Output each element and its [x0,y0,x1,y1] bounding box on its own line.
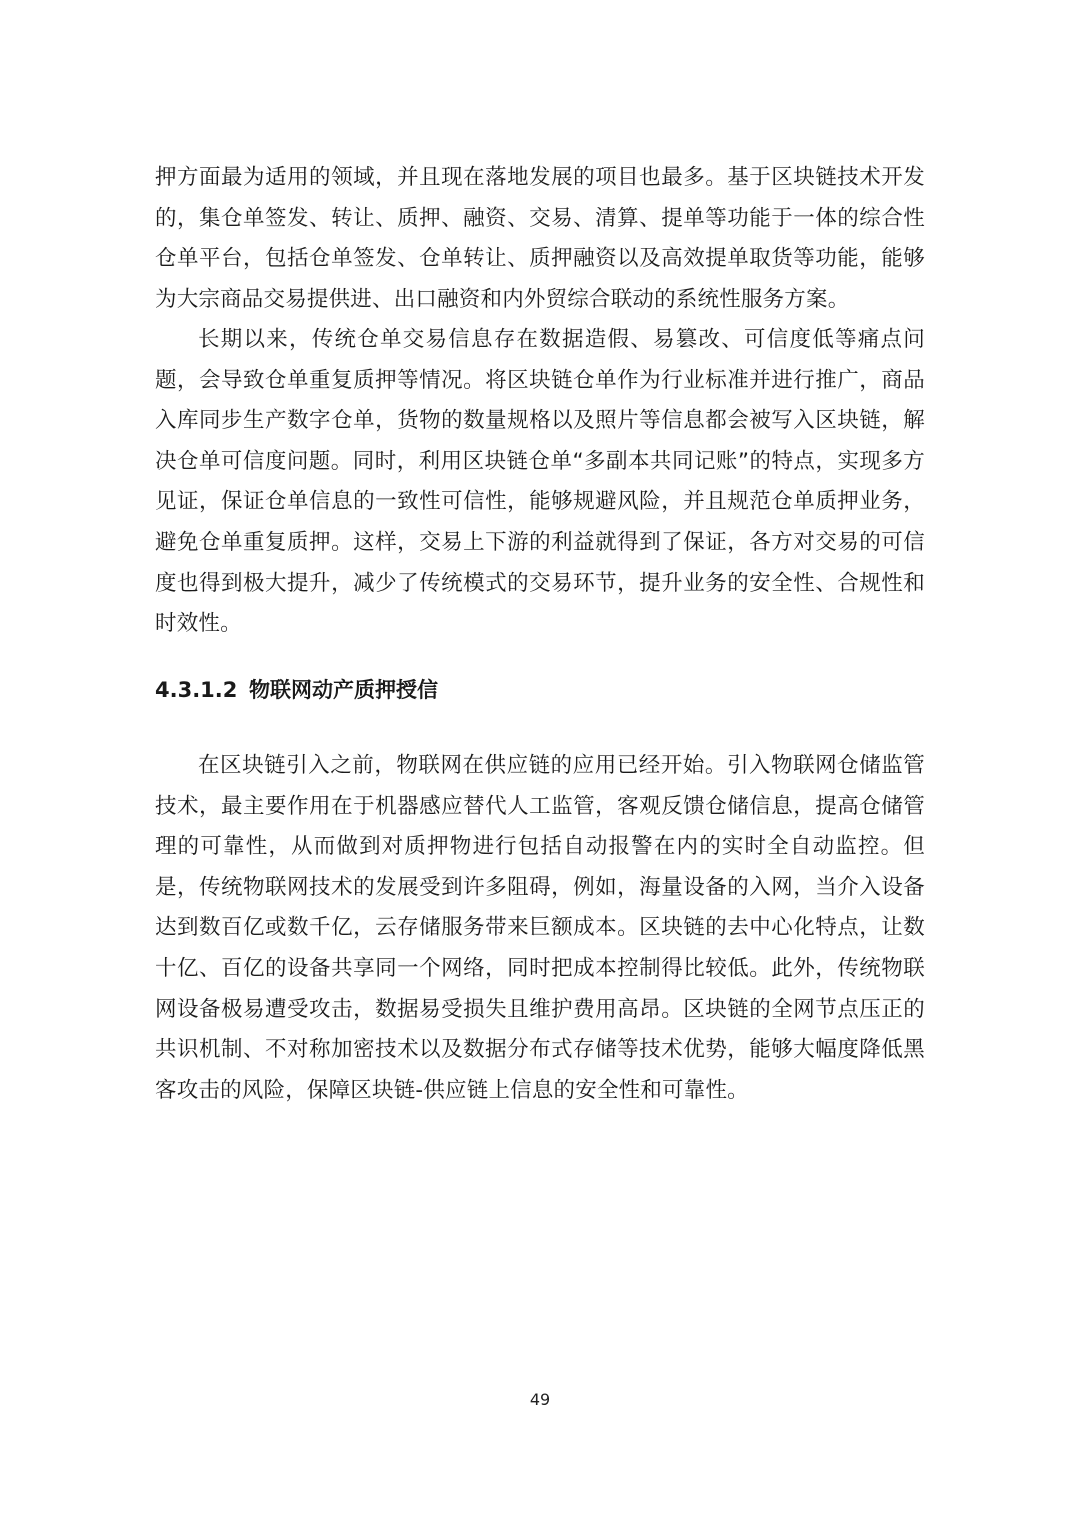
page-number: 49 [529,1390,551,1409]
section-heading [155,672,438,708]
paragraph-receipt-trust-issues: 长期以来，传统仓单交易信息存在数据造假、易篡改、可信度低等痛点问题，会导致仓单重复质押等情况。将区块链仓单作为行业标准并进行推广，商品入库同步生产数字仓单，货物的数量规格以及照片等信息都会被写入区块链，解决仓单可信度问题。同时，利用区块链仓单“多副本共同记账”的特点，实现多方见证，保证仓单信息的一致性可信性，能够规避风险，并且规范仓单质押业务，避免仓单重复质押。这样，交易上下游的利益就得到了保证，各方对交易的可信度也得到极大提升，减少了传统模式的交易环节，提升业务的安全性、合规性和时效性。 [155,327,925,637]
paragraph-warehouse-receipt-platform: 押方面最为适用的领域，并且现在落地发展的项目也最多。基于区块链技术开发的，集仓单签发、转让、质押、融资、交易、清算、提单等功能于一体的综合性仓单平台，包括仓单签发、仓单转让、质押融资以及高效提单取货等功能，能够为大宗商品交易提供进、出口融资和内外贸综合联动的系统性服务方案。 [155,165,925,312]
section-title: 物联网动产质押授信 [249,678,438,702]
paragraph-iot-pledge: 在区块链引入之前，物联网在供应链的应用已经开始。引入物联网仓储监管技术，最主要作用在于机器感应替代人工监管，客观反馈仓储信息，提高仓储管理的可靠性，从而做到对质押物进行包括自动报警在内的实时全自动监控。但是，传统物联网技术的发展受到许多阻碍，例如，海量设备的入网，当介入设备达到数百亿或数千亿，云存储服务带来巨额成本。区块链的去中心化特点，让数十亿、百亿的设备共享同一个网络，同时把成本控制得比较低。此外，传统物联网设备极易遭受攻击，数据易受损失且维护费用高昂。区块链的全网节点压正的共识机制、不对称加密技术以及数据分布式存储等技术优势，能够大幅度降低黑客攻击的风险，保障区块链-供应链上信息的安全性和可靠性。 [155,753,925,1103]
section-number: 4.3.1.2 [155,678,238,702]
